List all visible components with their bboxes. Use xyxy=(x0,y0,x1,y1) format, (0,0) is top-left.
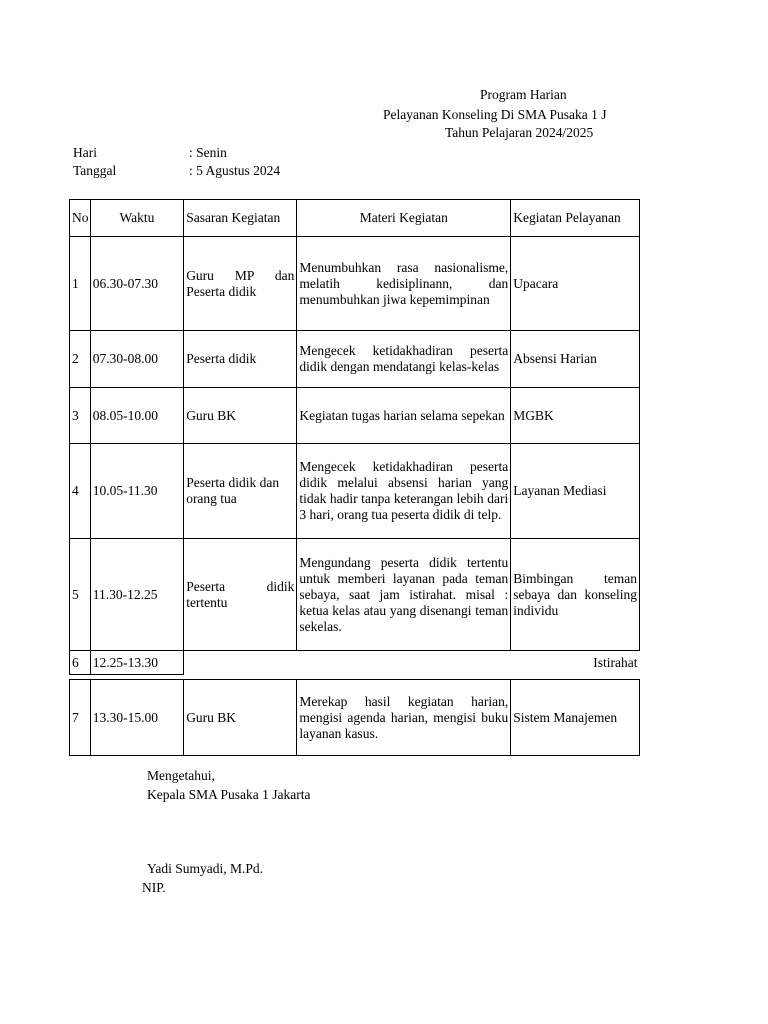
day-value: : Senin xyxy=(189,145,227,160)
table-row xyxy=(70,680,640,756)
schedule-table xyxy=(69,199,640,756)
row-time: 13.30-15.00 xyxy=(90,680,183,756)
row-material: Merekap hasil kegiatan harian, mengisi agenda harian, mengisi buku layanan kasus. xyxy=(297,680,511,756)
break-label: Istirahat xyxy=(593,654,638,670)
date-value: : 5 Agustus 2024 xyxy=(189,163,281,178)
table-row xyxy=(70,539,640,651)
header-target: Sasaran Kegiatan xyxy=(184,200,297,237)
row-no: 2 xyxy=(70,331,91,388)
table-row xyxy=(70,651,640,675)
header-no: No xyxy=(70,200,91,237)
academic-year: Tahun Pelajaran 2024/2025 xyxy=(445,125,594,140)
row-no: 7 xyxy=(70,680,91,756)
nip-label: NIP. xyxy=(142,880,166,895)
row-time: 10.05-11.30 xyxy=(90,444,183,539)
row-no: 3 xyxy=(70,388,91,444)
row-no: 1 xyxy=(70,237,91,331)
row-time: 07.30-08.00 xyxy=(90,331,183,388)
row-target: Guru BK xyxy=(184,388,297,444)
document-subtitle: Pelayanan Konseling Di SMA Pusaka 1 J xyxy=(383,107,607,122)
table-row xyxy=(70,444,640,539)
row-service: Bimbingan teman sebaya dan konseling individu xyxy=(511,539,640,651)
row-no: 4 xyxy=(70,444,91,539)
row-material: Mengundang peserta didik tertentu untuk memberi layanan pada teman sebaya, saat jam istirahat. misal : ketua kelas atau yang disenangi teman sekelas. xyxy=(297,539,511,651)
row-no: 6 xyxy=(70,651,91,675)
acknowledgement: Mengetahui, xyxy=(147,768,215,783)
row-service: Absensi Harian xyxy=(511,331,640,388)
table-row xyxy=(70,388,640,444)
row-material: Kegiatan tugas harian selama sepekan xyxy=(297,388,511,444)
row-material: Menumbuhkan rasa nasionalisme, melatih kedisiplinann, dan menumbuhkan jiwa kepemimpinan xyxy=(297,237,511,331)
header-service: Kegiatan Pelayanan xyxy=(511,200,640,237)
principal-position: Kepala SMA Pusaka 1 Jakarta xyxy=(147,787,311,802)
row-no: 5 xyxy=(70,539,91,651)
header-time: Waktu xyxy=(90,200,183,237)
table-row xyxy=(70,331,640,388)
day-label: Hari xyxy=(73,145,97,160)
row-service: MGBK xyxy=(511,388,640,444)
date-label: Tanggal xyxy=(73,163,117,178)
row-time: 12.25-13.30 xyxy=(90,651,183,675)
row-target: Peserta didik xyxy=(184,331,297,388)
table-row xyxy=(70,237,640,331)
row-service: Sistem Manajemen xyxy=(511,680,640,756)
row-time: 08.05-10.00 xyxy=(90,388,183,444)
row-time: 06.30-07.30 xyxy=(90,237,183,331)
table-header-row xyxy=(70,200,640,237)
document-title: Program Harian xyxy=(480,87,567,102)
row-material: Mengecek ketidakhadiran peserta didik dengan mendatangi kelas-kelas xyxy=(297,331,511,388)
row-target: Guru MP dan Peserta didik xyxy=(184,237,297,331)
row-material: Mengecek ketidakhadiran peserta didik melalui absensi harian yang tidak hadir tanpa keterangan lebih dari 3 hari, orang tua peserta didik di telp. xyxy=(297,444,511,539)
row-target: Guru BK xyxy=(184,680,297,756)
row-service: Layanan Mediasi xyxy=(511,444,640,539)
row-target: Peserta didik dan orang tua xyxy=(184,444,297,539)
row-time: 11.30-12.25 xyxy=(90,539,183,651)
header-material: Materi Kegiatan xyxy=(297,200,511,237)
row-service: Upacara xyxy=(511,237,640,331)
signer-name: Yadi Sumyadi, M.Pd. xyxy=(147,861,264,876)
row-target: Peserta didik tertentu xyxy=(184,539,297,651)
